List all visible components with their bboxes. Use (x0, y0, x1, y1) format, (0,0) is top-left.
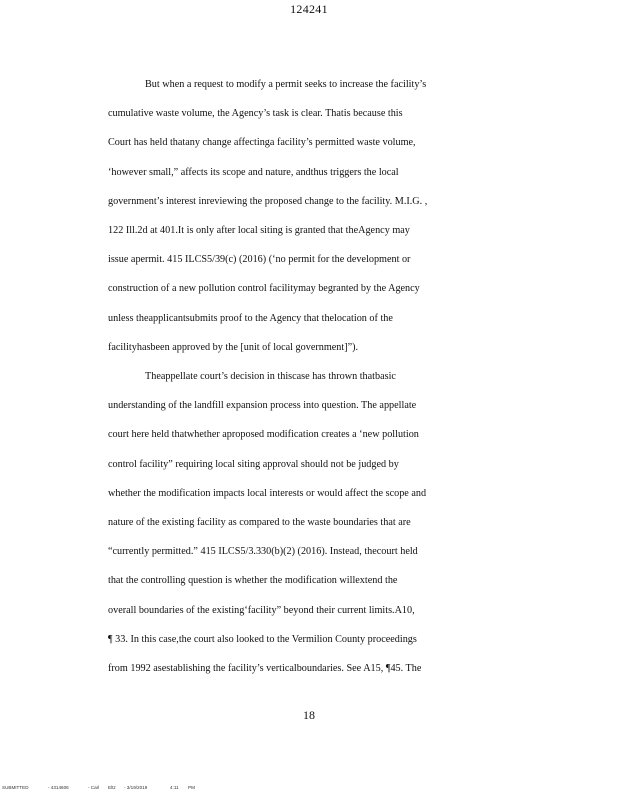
page-number: 18 (303, 708, 315, 722)
text-line: But when a request to modify a permit seeks to increase the facility’s (145, 79, 427, 90)
footer-time: 4:11 (170, 785, 179, 790)
text-line: court here held thatwhether aproposed modification creates a ‘new pollution (108, 429, 419, 441)
paragraph-2 (108, 362, 538, 683)
text-line: that the controlling question is whether the modification willextend the (108, 575, 398, 587)
footer-id: - 4314606 (48, 785, 69, 790)
text-line: 122 Ill.2d at 401.It is only after local siting is granted that theAgency may (108, 225, 410, 237)
text-line: understanding of the landfill expansion process into question. The appellate (108, 400, 417, 412)
text-line: construction of a new pollution control facilitymay begranted by the Agency (108, 283, 420, 295)
text-line: nature of the existing facility as compared to the waste boundaries that are (108, 517, 411, 529)
text-line: unless theapplicantsubmits proof to the Agency that thelocation of the (108, 312, 393, 324)
footer-ampm: PM (188, 785, 195, 790)
text-line: control facility” requiring local siting approval should not be judged by (108, 458, 399, 470)
header-number: 124241 (290, 2, 328, 16)
text-line: ¶ 33. In this case,the court also looked to the Vermilion County proceedings (108, 633, 417, 645)
footer-label: SUBMITTED (2, 785, 29, 790)
text-line: cumulative waste volume, the Agency’s task is clear. Thatis because this (108, 108, 403, 120)
paragraph-1 (108, 70, 538, 362)
footer-name: Eltz (108, 785, 116, 790)
text-line: Theappellate court’s decision in thiscase has thrown thatbasic (145, 371, 396, 383)
text-line: “currently permitted.” 415 ILCS5/3.330(b)(2) (2016). Instead, thecourt held (108, 546, 418, 558)
footer-date: - 3/19/2019 (124, 785, 148, 790)
text-line: overall boundaries of the existing‘facility” beyond their current limits.A10, (108, 604, 415, 616)
document-body (108, 70, 538, 683)
footer-by: - Carl (88, 785, 100, 790)
text-line: from 1992 asestablishing the facility’s verticalboundaries. See A15, ¶45. The (108, 663, 422, 675)
text-line: whether the modification impacts local interests or would affect the scope and (108, 487, 427, 499)
text-line: Court has held thatany change affectinga facility’s permitted waste volume, (108, 137, 416, 149)
text-line: government’s interest inreviewing the proposed change to the facility. M.I.G. , (108, 195, 428, 207)
text-line: facilityhasbeen approved by the [unit of local government]”). (108, 341, 359, 353)
text-line: ‘however small,” affects its scope and nature, andthus triggers the local (108, 166, 399, 178)
text-line: issue apermit. 415 ILCS5/39(c) (2016) (‘no permit for the development or (108, 254, 411, 266)
